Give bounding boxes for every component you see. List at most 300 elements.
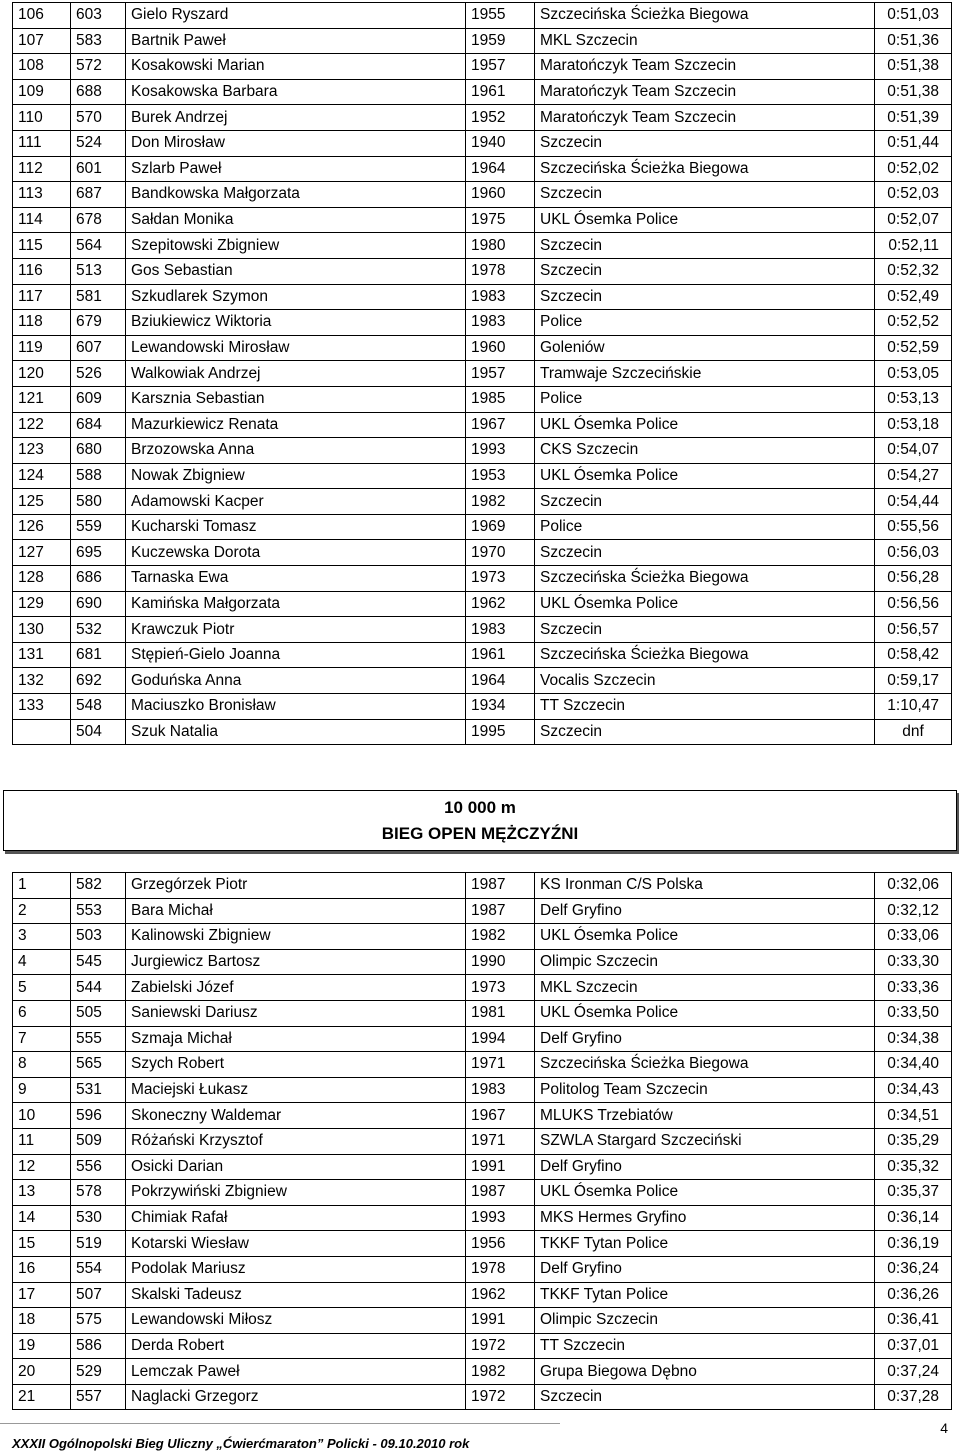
cell-birth-year: 1940 bbox=[466, 130, 535, 156]
cell-name: Szepitowski Zbigniew bbox=[126, 233, 466, 259]
cell-place: 1 bbox=[13, 873, 71, 899]
cell-time: 0:52,11 bbox=[875, 233, 952, 259]
cell-name: Karsznia Sebastian bbox=[126, 386, 466, 412]
cell-name: Brzozowska Anna bbox=[126, 438, 466, 464]
cell-place: 4 bbox=[13, 949, 71, 975]
cell-club: KS Ironman C/S Polska bbox=[535, 873, 875, 899]
cell-name: Skalski Tadeusz bbox=[126, 1282, 466, 1308]
table-row bbox=[13, 1026, 952, 1052]
cell-place: 118 bbox=[13, 310, 71, 336]
cell-place: 127 bbox=[13, 540, 71, 566]
cell-time: 1:10,47 bbox=[875, 694, 952, 720]
cell-name: Jurgiewicz Bartosz bbox=[126, 949, 466, 975]
cell-name: Chimiak Rafał bbox=[126, 1205, 466, 1231]
cell-place: 21 bbox=[13, 1384, 71, 1410]
cell-birth-year: 1982 bbox=[466, 489, 535, 515]
cell-time: 0:59,17 bbox=[875, 668, 952, 694]
cell-time: 0:34,38 bbox=[875, 1026, 952, 1052]
cell-birth-year: 1978 bbox=[466, 1256, 535, 1282]
cell-place: 14 bbox=[13, 1205, 71, 1231]
cell-bib: 559 bbox=[71, 514, 126, 540]
cell-club: Vocalis Szczecin bbox=[535, 668, 875, 694]
cell-club: UKL Ósemka Police bbox=[535, 463, 875, 489]
cell-club: Delf Gryfino bbox=[535, 898, 875, 924]
cell-birth-year: 1981 bbox=[466, 1000, 535, 1026]
cell-name: Szkudlarek Szymon bbox=[126, 284, 466, 310]
cell-name: Kotarski Wiesław bbox=[126, 1231, 466, 1257]
cell-name: Maciuszko Bronisław bbox=[126, 694, 466, 720]
cell-time: 0:52,59 bbox=[875, 335, 952, 361]
table-row bbox=[13, 361, 952, 387]
cell-name: Goduńska Anna bbox=[126, 668, 466, 694]
cell-place: 108 bbox=[13, 54, 71, 80]
section-distance: 10 000 m bbox=[444, 798, 516, 817]
cell-place: 122 bbox=[13, 412, 71, 438]
table-row bbox=[13, 642, 952, 668]
cell-name: Kucharski Tomasz bbox=[126, 514, 466, 540]
table-row bbox=[13, 1128, 952, 1154]
cell-club: Szczecińska Ścieżka Biegowa bbox=[535, 642, 875, 668]
cell-name: Saniewski Dariusz bbox=[126, 1000, 466, 1026]
table-row bbox=[13, 1282, 952, 1308]
cell-place: 5 bbox=[13, 975, 71, 1001]
cell-club: Szczecińska Ścieżka Biegowa bbox=[535, 156, 875, 182]
cell-place: 115 bbox=[13, 233, 71, 259]
table-row bbox=[13, 668, 952, 694]
cell-club: Delf Gryfino bbox=[535, 1256, 875, 1282]
cell-birth-year: 1980 bbox=[466, 233, 535, 259]
cell-name: Bara Michał bbox=[126, 898, 466, 924]
cell-birth-year: 1994 bbox=[466, 1026, 535, 1052]
cell-place: 3 bbox=[13, 924, 71, 950]
table-row bbox=[13, 975, 952, 1001]
cell-place: 130 bbox=[13, 617, 71, 643]
table-row bbox=[13, 1077, 952, 1103]
cell-time: 0:51,36 bbox=[875, 28, 952, 54]
cell-club: Maratończyk Team Szczecin bbox=[535, 54, 875, 80]
cell-bib: 532 bbox=[71, 617, 126, 643]
cell-club: Maratończyk Team Szczecin bbox=[535, 105, 875, 131]
cell-time: 0:54,07 bbox=[875, 438, 952, 464]
cell-club: Maratończyk Team Szczecin bbox=[535, 79, 875, 105]
cell-birth-year: 1962 bbox=[466, 591, 535, 617]
cell-place: 109 bbox=[13, 79, 71, 105]
cell-name: Bartnik Paweł bbox=[126, 28, 466, 54]
cell-club: Olimpic Szczecin bbox=[535, 1308, 875, 1334]
cell-time: 0:54,27 bbox=[875, 463, 952, 489]
cell-place: 107 bbox=[13, 28, 71, 54]
cell-name: Kosakowska Barbara bbox=[126, 79, 466, 105]
cell-place bbox=[13, 719, 71, 745]
cell-birth-year: 1961 bbox=[466, 642, 535, 668]
cell-club: Grupa Biegowa Dębno bbox=[535, 1359, 875, 1385]
cell-bib: 596 bbox=[71, 1103, 126, 1129]
cell-place: 13 bbox=[13, 1180, 71, 1206]
cell-birth-year: 1995 bbox=[466, 719, 535, 745]
cell-bib: 548 bbox=[71, 694, 126, 720]
cell-club: Olimpic Szczecin bbox=[535, 949, 875, 975]
table-row bbox=[13, 412, 952, 438]
cell-bib: 583 bbox=[71, 28, 126, 54]
cell-time: 0:58,42 bbox=[875, 642, 952, 668]
table-row bbox=[13, 79, 952, 105]
table-row bbox=[13, 489, 952, 515]
cell-bib: 553 bbox=[71, 898, 126, 924]
cell-time: 0:35,29 bbox=[875, 1128, 952, 1154]
cell-name: Don Mirosław bbox=[126, 130, 466, 156]
cell-bib: 607 bbox=[71, 335, 126, 361]
cell-time: 0:51,39 bbox=[875, 105, 952, 131]
cell-club: Szczecin bbox=[535, 284, 875, 310]
table-row bbox=[13, 514, 952, 540]
cell-birth-year: 1993 bbox=[466, 1205, 535, 1231]
cell-club: UKL Ósemka Police bbox=[535, 924, 875, 950]
cell-name: Szlarb Paweł bbox=[126, 156, 466, 182]
cell-birth-year: 1956 bbox=[466, 1231, 535, 1257]
cell-place: 7 bbox=[13, 1026, 71, 1052]
cell-bib: 519 bbox=[71, 1231, 126, 1257]
cell-birth-year: 1957 bbox=[466, 54, 535, 80]
cell-time: 0:52,49 bbox=[875, 284, 952, 310]
cell-place: 121 bbox=[13, 386, 71, 412]
table-row bbox=[13, 540, 952, 566]
cell-place: 112 bbox=[13, 156, 71, 182]
cell-bib: 687 bbox=[71, 182, 126, 208]
cell-club: Szczecin bbox=[535, 540, 875, 566]
cell-birth-year: 1955 bbox=[466, 3, 535, 29]
table-row bbox=[13, 719, 952, 745]
cell-bib: 680 bbox=[71, 438, 126, 464]
table-row bbox=[13, 54, 952, 80]
cell-bib: 578 bbox=[71, 1180, 126, 1206]
cell-club: TT Szczecin bbox=[535, 694, 875, 720]
cell-club: MKS Hermes Gryfino bbox=[535, 1205, 875, 1231]
table-row bbox=[13, 1359, 952, 1385]
cell-club: Szczecin bbox=[535, 489, 875, 515]
cell-place: 117 bbox=[13, 284, 71, 310]
table-row bbox=[13, 3, 952, 29]
cell-club: UKL Ósemka Police bbox=[535, 412, 875, 438]
cell-bib: 554 bbox=[71, 1256, 126, 1282]
cell-place: 10 bbox=[13, 1103, 71, 1129]
cell-place: 131 bbox=[13, 642, 71, 668]
cell-birth-year: 1969 bbox=[466, 514, 535, 540]
cell-birth-year: 1961 bbox=[466, 79, 535, 105]
cell-place: 129 bbox=[13, 591, 71, 617]
cell-time: 0:51,38 bbox=[875, 54, 952, 80]
cell-time: 0:52,02 bbox=[875, 156, 952, 182]
cell-club: Szczecin bbox=[535, 130, 875, 156]
cell-time: 0:55,56 bbox=[875, 514, 952, 540]
cell-bib: 678 bbox=[71, 207, 126, 233]
cell-time: 0:33,06 bbox=[875, 924, 952, 950]
cell-birth-year: 1960 bbox=[466, 335, 535, 361]
cell-bib: 581 bbox=[71, 284, 126, 310]
cell-time: 0:51,38 bbox=[875, 79, 952, 105]
cell-place: 17 bbox=[13, 1282, 71, 1308]
results-table-open-men bbox=[12, 872, 952, 1410]
cell-birth-year: 1962 bbox=[466, 1282, 535, 1308]
cell-bib: 555 bbox=[71, 1026, 126, 1052]
table-row bbox=[13, 1000, 952, 1026]
cell-place: 2 bbox=[13, 898, 71, 924]
cell-name: Stępień-Gielo Joanna bbox=[126, 642, 466, 668]
cell-time: 0:35,32 bbox=[875, 1154, 952, 1180]
cell-club: Politolog Team Szczecin bbox=[535, 1077, 875, 1103]
cell-birth-year: 1983 bbox=[466, 310, 535, 336]
cell-bib: 557 bbox=[71, 1384, 126, 1410]
cell-bib: 524 bbox=[71, 130, 126, 156]
cell-time: 0:53,13 bbox=[875, 386, 952, 412]
cell-time: 0:36,41 bbox=[875, 1308, 952, 1334]
cell-birth-year: 1985 bbox=[466, 386, 535, 412]
cell-name: Maciejski Łukasz bbox=[126, 1077, 466, 1103]
cell-bib: 586 bbox=[71, 1333, 126, 1359]
cell-club: MKL Szczecin bbox=[535, 975, 875, 1001]
cell-birth-year: 1971 bbox=[466, 1052, 535, 1078]
cell-bib: 505 bbox=[71, 1000, 126, 1026]
cell-bib: 582 bbox=[71, 873, 126, 899]
cell-name: Grzegórzek Piotr bbox=[126, 873, 466, 899]
cell-place: 124 bbox=[13, 463, 71, 489]
cell-place: 120 bbox=[13, 361, 71, 387]
cell-name: Tarnaska Ewa bbox=[126, 566, 466, 592]
cell-time: 0:33,36 bbox=[875, 975, 952, 1001]
cell-birth-year: 1990 bbox=[466, 949, 535, 975]
cell-birth-year: 1970 bbox=[466, 540, 535, 566]
cell-bib: 684 bbox=[71, 412, 126, 438]
table-row bbox=[13, 1180, 952, 1206]
cell-name: Krawczuk Piotr bbox=[126, 617, 466, 643]
cell-time: 0:52,03 bbox=[875, 182, 952, 208]
cell-birth-year: 1964 bbox=[466, 156, 535, 182]
cell-club: Tramwaje Szczecińskie bbox=[535, 361, 875, 387]
cell-place: 111 bbox=[13, 130, 71, 156]
table-row bbox=[13, 1231, 952, 1257]
cell-name: Pokrzywiński Zbigniew bbox=[126, 1180, 466, 1206]
cell-time: 0:56,56 bbox=[875, 591, 952, 617]
cell-time: 0:32,12 bbox=[875, 898, 952, 924]
cell-bib: 530 bbox=[71, 1205, 126, 1231]
cell-club: TKKF Tytan Police bbox=[535, 1282, 875, 1308]
cell-bib: 588 bbox=[71, 463, 126, 489]
cell-name: Lemczak Paweł bbox=[126, 1359, 466, 1385]
cell-bib: 692 bbox=[71, 668, 126, 694]
cell-name: Derda Robert bbox=[126, 1333, 466, 1359]
cell-club: MLUKS Trzebiatów bbox=[535, 1103, 875, 1129]
cell-place: 12 bbox=[13, 1154, 71, 1180]
table-row bbox=[13, 924, 952, 950]
cell-club: Szczecin bbox=[535, 258, 875, 284]
cell-name: Osicki Darian bbox=[126, 1154, 466, 1180]
cell-birth-year: 1971 bbox=[466, 1128, 535, 1154]
cell-birth-year: 1982 bbox=[466, 1359, 535, 1385]
cell-name: Gos Sebastian bbox=[126, 258, 466, 284]
cell-club: Szczecińska Ścieżka Biegowa bbox=[535, 3, 875, 29]
cell-time: 0:56,57 bbox=[875, 617, 952, 643]
cell-club: Delf Gryfino bbox=[535, 1026, 875, 1052]
table-row bbox=[13, 1308, 952, 1334]
cell-place: 133 bbox=[13, 694, 71, 720]
cell-bib: 690 bbox=[71, 591, 126, 617]
cell-club: CKS Szczecin bbox=[535, 438, 875, 464]
cell-bib: 603 bbox=[71, 3, 126, 29]
cell-club: UKL Ósemka Police bbox=[535, 591, 875, 617]
cell-birth-year: 1967 bbox=[466, 1103, 535, 1129]
cell-bib: 609 bbox=[71, 386, 126, 412]
cell-place: 18 bbox=[13, 1308, 71, 1334]
cell-birth-year: 1978 bbox=[466, 258, 535, 284]
cell-time: 0:56,28 bbox=[875, 566, 952, 592]
cell-birth-year: 1987 bbox=[466, 1180, 535, 1206]
cell-time: 0:56,03 bbox=[875, 540, 952, 566]
cell-place: 20 bbox=[13, 1359, 71, 1385]
table-row bbox=[13, 156, 952, 182]
table-row bbox=[13, 694, 952, 720]
cell-place: 106 bbox=[13, 3, 71, 29]
cell-name: Skoneczny Waldemar bbox=[126, 1103, 466, 1129]
table-row bbox=[13, 438, 952, 464]
cell-place: 128 bbox=[13, 566, 71, 592]
cell-time: 0:34,51 bbox=[875, 1103, 952, 1129]
cell-name: Adamowski Kacper bbox=[126, 489, 466, 515]
cell-name: Różański Krzysztof bbox=[126, 1128, 466, 1154]
cell-club: Szczecin bbox=[535, 719, 875, 745]
results-table-previous bbox=[12, 2, 952, 745]
cell-bib: 504 bbox=[71, 719, 126, 745]
table-row bbox=[13, 284, 952, 310]
cell-bib: 503 bbox=[71, 924, 126, 950]
cell-name: Szych Robert bbox=[126, 1052, 466, 1078]
cell-club: Szczecińska Ścieżka Biegowa bbox=[535, 1052, 875, 1078]
cell-club: MKL Szczecin bbox=[535, 28, 875, 54]
section-title-box bbox=[3, 790, 957, 851]
cell-place: 125 bbox=[13, 489, 71, 515]
cell-place: 114 bbox=[13, 207, 71, 233]
cell-birth-year: 1960 bbox=[466, 182, 535, 208]
cell-club: TKKF Tytan Police bbox=[535, 1231, 875, 1257]
cell-birth-year: 1982 bbox=[466, 924, 535, 950]
cell-time: 0:33,50 bbox=[875, 1000, 952, 1026]
cell-time: 0:36,14 bbox=[875, 1205, 952, 1231]
cell-place: 123 bbox=[13, 438, 71, 464]
cell-time: 0:53,05 bbox=[875, 361, 952, 387]
cell-club: Goleniów bbox=[535, 335, 875, 361]
cell-place: 8 bbox=[13, 1052, 71, 1078]
table-row bbox=[13, 617, 952, 643]
table-row bbox=[13, 28, 952, 54]
section-category: BIEG OPEN MĘŻCZYŹNI bbox=[381, 824, 579, 843]
cell-name: Szuk Natalia bbox=[126, 719, 466, 745]
table-row bbox=[13, 1333, 952, 1359]
cell-time: 0:33,30 bbox=[875, 949, 952, 975]
page-number: 4 bbox=[940, 1420, 948, 1436]
table-row bbox=[13, 463, 952, 489]
table-row bbox=[13, 1384, 952, 1410]
cell-name: Kalinowski Zbigniew bbox=[126, 924, 466, 950]
table-row bbox=[13, 566, 952, 592]
cell-place: 110 bbox=[13, 105, 71, 131]
cell-birth-year: 1952 bbox=[466, 105, 535, 131]
cell-bib: 695 bbox=[71, 540, 126, 566]
cell-bib: 509 bbox=[71, 1128, 126, 1154]
cell-bib: 575 bbox=[71, 1308, 126, 1334]
cell-bib: 507 bbox=[71, 1282, 126, 1308]
cell-time: 0:54,44 bbox=[875, 489, 952, 515]
cell-time: 0:34,40 bbox=[875, 1052, 952, 1078]
cell-time: 0:53,18 bbox=[875, 412, 952, 438]
cell-bib: 681 bbox=[71, 642, 126, 668]
cell-place: 11 bbox=[13, 1128, 71, 1154]
cell-name: Nowak Zbigniew bbox=[126, 463, 466, 489]
cell-bib: 570 bbox=[71, 105, 126, 131]
cell-time: 0:36,26 bbox=[875, 1282, 952, 1308]
table-row bbox=[13, 949, 952, 975]
cell-place: 9 bbox=[13, 1077, 71, 1103]
cell-birth-year: 1987 bbox=[466, 898, 535, 924]
cell-time: dnf bbox=[875, 719, 952, 745]
cell-name: Burek Andrzej bbox=[126, 105, 466, 131]
cell-time: 0:36,24 bbox=[875, 1256, 952, 1282]
table-row bbox=[13, 898, 952, 924]
cell-club: Szczecin bbox=[535, 182, 875, 208]
cell-name: Lewandowski Miłosz bbox=[126, 1308, 466, 1334]
cell-club: Szczecin bbox=[535, 233, 875, 259]
table-row bbox=[13, 130, 952, 156]
cell-bib: 580 bbox=[71, 489, 126, 515]
cell-birth-year: 1964 bbox=[466, 668, 535, 694]
cell-place: 19 bbox=[13, 1333, 71, 1359]
cell-club: Delf Gryfino bbox=[535, 1154, 875, 1180]
cell-time: 0:34,43 bbox=[875, 1077, 952, 1103]
footer-event-title: XXXII Ogólnopolski Bieg Uliczny „Ćwierćmaraton” Policki - 09.10.2010 rok bbox=[12, 1436, 470, 1451]
cell-name: Kosakowski Marian bbox=[126, 54, 466, 80]
cell-birth-year: 1973 bbox=[466, 975, 535, 1001]
cell-bib: 565 bbox=[71, 1052, 126, 1078]
cell-place: 132 bbox=[13, 668, 71, 694]
cell-name: Zabielski Józef bbox=[126, 975, 466, 1001]
cell-time: 0:37,01 bbox=[875, 1333, 952, 1359]
cell-name: Naglacki Grzegorz bbox=[126, 1384, 466, 1410]
cell-time: 0:52,07 bbox=[875, 207, 952, 233]
cell-time: 0:37,24 bbox=[875, 1359, 952, 1385]
cell-time: 0:32,06 bbox=[875, 873, 952, 899]
cell-name: Bandkowska Małgorzata bbox=[126, 182, 466, 208]
cell-club: SZWLA Stargard Szczeciński bbox=[535, 1128, 875, 1154]
table-row bbox=[13, 1154, 952, 1180]
cell-club: Police bbox=[535, 310, 875, 336]
footer-divider bbox=[0, 1423, 560, 1424]
cell-time: 0:51,03 bbox=[875, 3, 952, 29]
cell-name: Sałdan Monika bbox=[126, 207, 466, 233]
cell-name: Kamińska Małgorzata bbox=[126, 591, 466, 617]
cell-place: 16 bbox=[13, 1256, 71, 1282]
cell-club: Szczecin bbox=[535, 1384, 875, 1410]
cell-birth-year: 1983 bbox=[466, 284, 535, 310]
cell-time: 0:52,52 bbox=[875, 310, 952, 336]
cell-place: 119 bbox=[13, 335, 71, 361]
cell-time: 0:36,19 bbox=[875, 1231, 952, 1257]
table-row bbox=[13, 1256, 952, 1282]
cell-club: Police bbox=[535, 386, 875, 412]
cell-bib: 545 bbox=[71, 949, 126, 975]
table-row bbox=[13, 591, 952, 617]
cell-name: Gielo Ryszard bbox=[126, 3, 466, 29]
cell-name: Podolak Mariusz bbox=[126, 1256, 466, 1282]
cell-birth-year: 1972 bbox=[466, 1384, 535, 1410]
cell-club: TT Szczecin bbox=[535, 1333, 875, 1359]
cell-birth-year: 1934 bbox=[466, 694, 535, 720]
